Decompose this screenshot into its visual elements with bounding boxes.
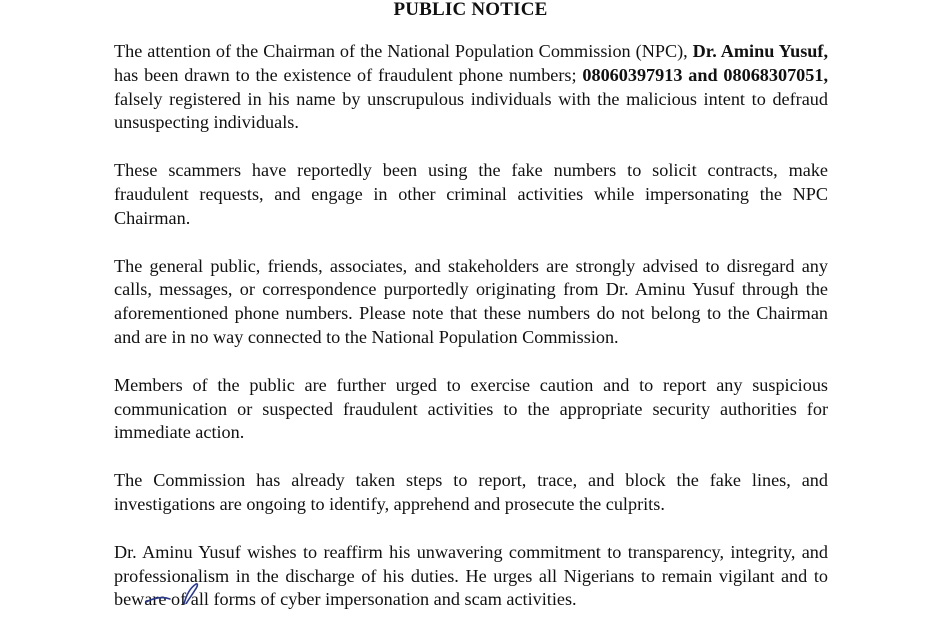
fraudulent-numbers: 08060397913 and 08068307051,	[582, 64, 828, 85]
paragraph-commission-steps: The Commission has already taken steps to report, trace, and block the fake lines, and investigations are ongoing to identify, apprehend and prosecute the culprits.	[114, 470, 828, 514]
paragraph-scammers: These scammers have reportedly been using the fake numbers to solicit contracts, make fraudulent requests, and engage in other criminal activities while impersonating the NPC Chairman.	[114, 160, 828, 228]
paragraph-text: falsely registered in his name by unscrupulous individuals with the malicious intent to defraud unsuspecting individuals.	[114, 88, 828, 133]
paragraph-text: The attention of the Chairman of the National Population Commission (NPC),	[114, 41, 693, 61]
paragraph-text: has been drawn to the existence of fraudulent phone numbers;	[114, 64, 583, 85]
chairman-name: Dr. Aminu Yusuf,	[692, 41, 828, 61]
paragraph-advisory: The general public, friends, associates, and stakeholders are strongly advised to disregard any calls, messages, or correspondence purportedly originating from Dr. Aminu Yusuf through the aforementioned phone numbers. Please note that these numbers do not belong to the Chairman and are in no way connected to the National Population Commission.	[114, 255, 828, 347]
notice-title: PUBLIC NOTICE	[393, 0, 548, 20]
paragraph-caution: Members of the public are further urged to exercise caution and to report any suspicious communication or suspected fraudulent activities to the appropriate security authorities for immediate action.	[114, 374, 828, 443]
paragraph-attention	[114, 40, 828, 135]
notice-body	[114, 40, 828, 636]
signature-mark	[140, 582, 220, 604]
paragraph-commitment: Dr. Aminu Yusuf wishes to reaffirm his unwavering commitment to transparency, integrity, and professionalism in the discharge of his duties. He urges all Nigerians to remain vigilant and to beware of all forms of cyber impersonation and scam activities.	[114, 541, 828, 610]
